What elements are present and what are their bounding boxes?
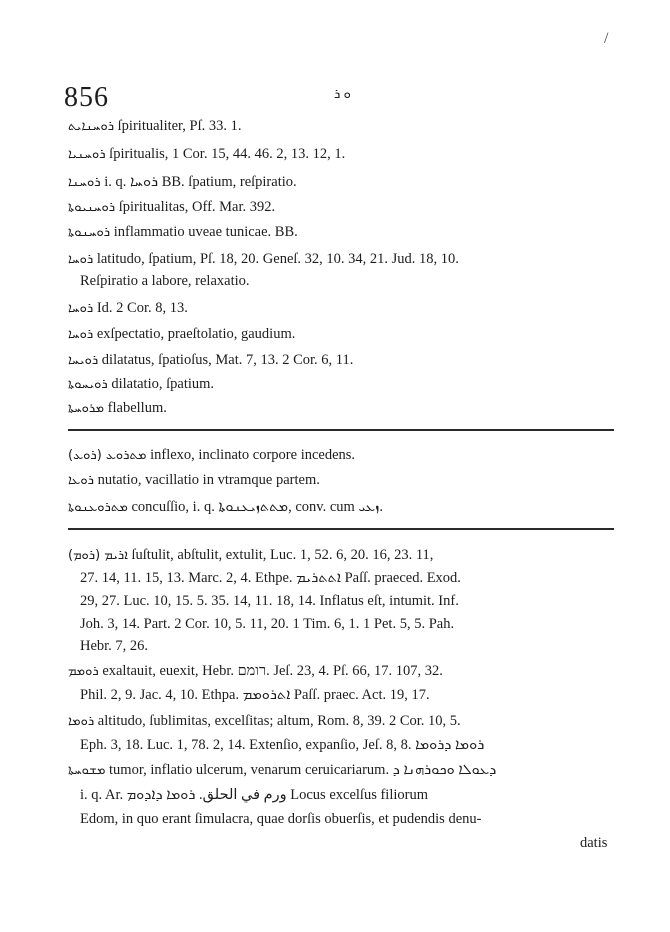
entry-line: (ܪܘܡ) ܐܪܝܡ ſuſtulit, abſtulit, extulit, Luc. 1, 52. 6, 20. 16, 23. 11, <box>68 547 434 563</box>
entry-line: ܪܘܡܡ exaltauit, euexit, Hebr. רומם. Jeſ. 23, 4. Pſ. 66, 17. 107, 32. <box>68 663 443 679</box>
entry-line: ܪܘܚܢܘܬܐ inflammatio uveae tunicae. BB. <box>68 224 298 240</box>
entry-line: ܪܘܚܢܐܝܬ ſpiritualiter, Pſ. 33. 1. <box>68 118 242 134</box>
entry-line: ܡܫܘܚܬܐ tumor, inflatio ulcerum, venarum ceruicariarum. ܕܥܘܠܐ ܘܟܘܪܗܢܐ ܕ <box>68 762 497 778</box>
entry-line: ܪܘܚܢܝܐ ſpiritualis, 1 Cor. 15, 44. 46. 2, 13. 12, 1. <box>68 146 346 162</box>
entry-line: Edom, in quo erant ſimulacra, quae dorſis obuerſis, et pudendis denu- <box>80 811 482 827</box>
entry-line: 29, 27. Luc. 10, 15. 5. 35. 14, 11. 18, 14. Inflatus eſt, intumit. Inf. <box>80 593 459 609</box>
page-number: 856 <box>64 82 109 113</box>
section-divider <box>68 528 614 530</box>
corner-mark: / <box>604 30 609 47</box>
entry-line: ܡܬܪܘܥܢܘܬܐ concuſſio, i. q. ܡܬܬܙܝܥܢܘܬܐ, conv. cum ܙܥܝ. <box>68 499 383 515</box>
entry-line: ܪܘܚܐ latitudo, ſpatium, Pſ. 18, 20. Geneſ. 32, 10. 34, 21. Jud. 18, 10. <box>68 251 459 267</box>
entry-line: ܪܘܝܚܘܬܐ dilatatio, ſpatium. <box>68 376 215 392</box>
entry-line: Hebr. 7, 26. <box>80 638 149 654</box>
entry-line: Joh. 3, 14. Part. 2 Cor. 10, 5. 11, 20. 1 Tim. 6, 1. 1 Pet. 5, 5. Pah. <box>80 616 455 632</box>
entry-line: ܪܘܡܐ altitudo, ſublimitas, excelſitas; altum, Rom. 8, 39. 2 Cor. 10, 5. <box>68 713 461 729</box>
entry-line: ܪܘܚܢܝܘܬܐ ſpiritualitas, Off. Mar. 392. <box>68 199 276 215</box>
entry-line: 27. 14, 11. 15, 13. Marc. 2, 4. Ethpe. ܐܬܬܪܝܡ Paſſ. praeced. Exod. <box>80 570 461 586</box>
entry-line: ܪܘܚܐ exſpectatio, praeſtolatio, gaudium. <box>68 326 296 342</box>
entry-line: Eph. 3, 18. Luc. 1, 78. 2, 14. Extenſio, expanſio, Jeſ. 8, 8. ܪܘܡܐ ܕܪܘܡܐ <box>80 737 485 753</box>
entry-line: Phil. 2, 9. Jac. 4, 10. Ethpa. ܐܬܪܘܡܡ Paſſ. praec. Act. 19, 17. <box>80 687 430 703</box>
entry-line: (ܪܘܥ) ܡܬܪܘܥ inflexo, inclinato corpore incedens. <box>68 447 356 463</box>
catchword: datis <box>580 835 608 851</box>
entry-line: ܪܘܝܚܐ dilatatus, ſpatioſus, Mat. 7, 13. 2 Cor. 6, 11. <box>68 352 354 368</box>
entry-line: Reſpiratio a labore, relaxatio. <box>80 273 250 289</box>
section-divider <box>68 429 614 431</box>
entry-line: i. q. Ar. ورم في الحلق. ܪܘܡܐ ܕܐܕܘܡ Locus excelſus filiorum <box>80 787 428 803</box>
entry-line: ܪܘܥܐ nutatio, vacillatio in vtramque partem. <box>68 472 320 488</box>
entry-line: ܪܘܚܐ Id. 2 Cor. 8, 13. <box>68 300 188 316</box>
page-signature: ܘ ܪ <box>334 86 351 101</box>
entry-line: ܡܪܘܚܬܐ flabellum. <box>68 400 167 416</box>
entry-line: ܪܘܚܢܐ i. q. ܪܘܚܐ BB. ſpatium, reſpiratio. <box>68 174 297 190</box>
